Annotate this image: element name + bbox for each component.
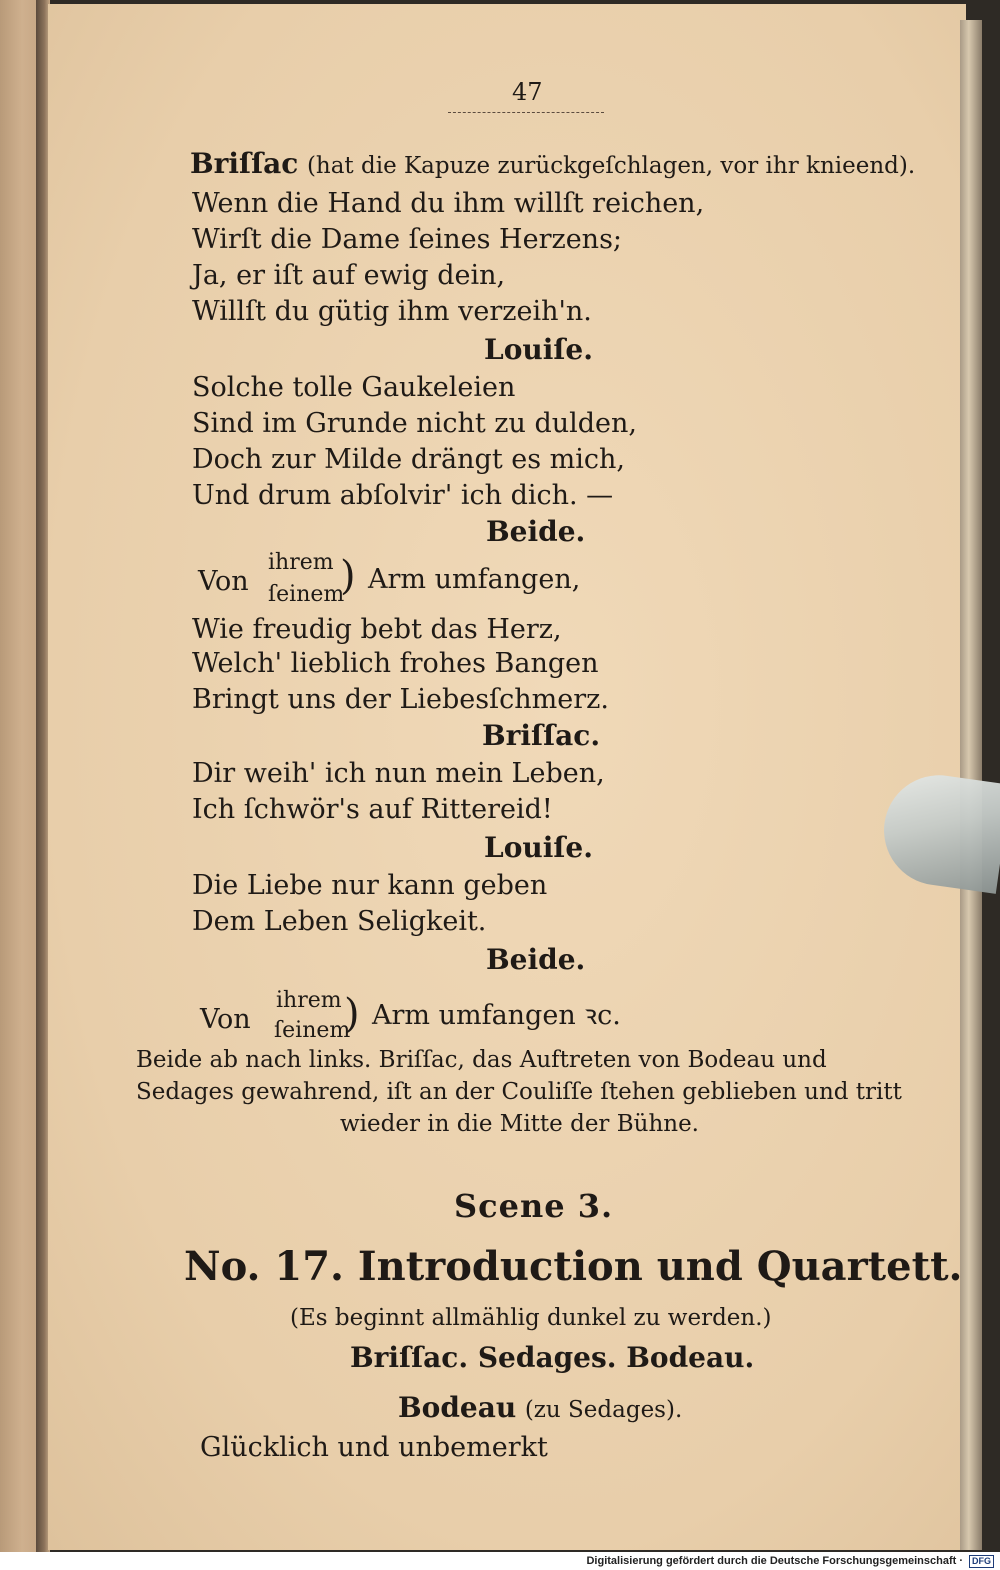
verse-line: Wenn die Hand du ihm willſt reichen, — [192, 188, 705, 219]
brace: ) — [340, 553, 356, 599]
speaker-louise: Louiſe. — [484, 333, 593, 366]
speaker-beide: Beide. — [486, 943, 586, 976]
scene-direction: (Es beginnt allmählig dunkel zu werden.) — [290, 1305, 772, 1331]
verse-alt-ihrem: ihrem — [268, 550, 334, 575]
verse-line: Dir weih' ich nun mein Leben, — [192, 758, 605, 789]
footer-credit: Digitalisierung gefördert durch die Deutsche Forschungsgemeinschaft · — [586, 1555, 963, 1567]
speaker-bodeau: Bodeau — [398, 1391, 517, 1424]
scene-heading: Scene 3. — [454, 1187, 614, 1225]
digitization-footer — [0, 1552, 1000, 1570]
verse-line: Bringt uns der Liebesſchmerz. — [192, 684, 609, 715]
verse-line: Welch' lieblich frohes Bangen — [192, 648, 599, 679]
dfg-logo-icon: DFG — [969, 1555, 994, 1568]
verse-alt-ihrem: ihrem — [276, 988, 342, 1013]
stage-direction-line: Beide ab nach links. Briſſac, das Auftreten von Bodeau und — [136, 1047, 827, 1073]
page-number-rule — [448, 112, 604, 113]
brace: ) — [344, 991, 360, 1037]
verse-line: Ich ſchwör's auf Rittereid! — [192, 794, 553, 825]
verse-von: Von — [198, 566, 249, 597]
verse-line: Arm umfangen, — [368, 564, 581, 595]
line-bodeau — [398, 1392, 682, 1426]
cast-list: Briſſac. Sedages. Bodeau. — [350, 1341, 755, 1374]
verse-line: Wirſt die Dame ſeines Herzens; — [192, 224, 623, 255]
number-heading: No. 17. Introduction und Quartett. — [184, 1243, 963, 1290]
verse-line: Glücklich und unbemerkt — [200, 1432, 548, 1463]
verse-line: Doch zur Milde drängt es mich, — [192, 444, 626, 475]
stage-direction-line: Sedages gewahrend, iſt an der Couliſſe ſtehen geblieben und tritt — [136, 1079, 902, 1105]
verse-line: Solche tolle Gaukeleien — [192, 372, 516, 403]
verse-line: Und drum abſolvir' ich dich. — — [192, 480, 614, 511]
verse-line: Die Liebe nur kann geben — [192, 870, 548, 901]
speaker-brissac: Briſſac. — [482, 719, 601, 752]
verse-line: Wie freudig bebt das Herz, — [192, 614, 562, 645]
speaker-brissac: Briſſac — [190, 147, 299, 180]
speaker-louise: Louiſe. — [484, 831, 593, 864]
verse-line: Sind im Grunde nicht zu dulden, — [192, 408, 638, 439]
stage-direction: (zu Sedages). — [524, 1397, 683, 1423]
verse-line: Dem Leben Seligkeit. — [192, 906, 487, 937]
verse-von: Von — [200, 1004, 251, 1035]
verse-line: Willſt du gütig ihm verzeih'n. — [192, 296, 592, 327]
stage-direction-line: wieder in die Mitte der Bühne. — [340, 1111, 699, 1137]
verse-alt-seinem: ſeinem — [268, 582, 345, 607]
verse-alt-seinem: ſeinem — [274, 1018, 351, 1043]
page-number: 47 — [512, 78, 543, 106]
speaker-beide: Beide. — [486, 515, 586, 548]
verse-line: Ja, er iſt auf ewig dein, — [192, 260, 506, 291]
line-brissac-direction — [190, 148, 915, 182]
verse-line: Arm umfangen ꝛc. — [372, 1000, 621, 1031]
stage-direction: (hat die Kapuze zurückgeſchlagen, vor ihr knieend). — [306, 153, 916, 179]
